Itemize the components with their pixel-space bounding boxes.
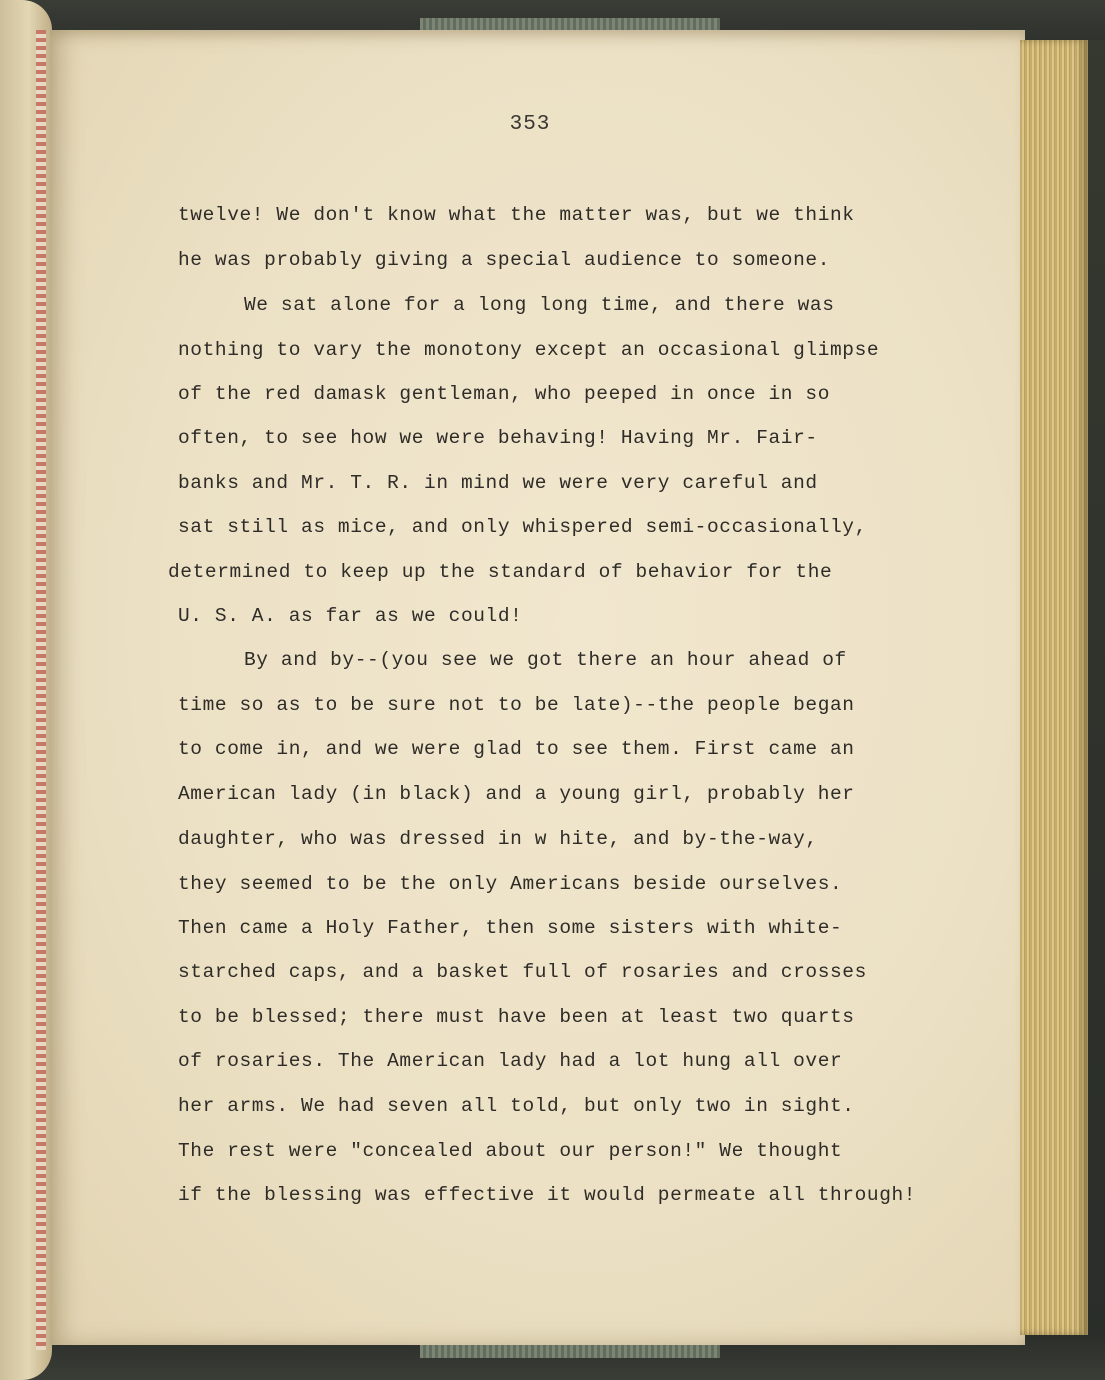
text-line: if the blessing was effective it would permeate all through! [178, 1184, 917, 1206]
text-line: banks and Mr. T. R. in mind we were very careful and [178, 472, 818, 494]
text-line: to be blessed; there must have been at least two quarts [178, 1006, 855, 1028]
text-line: daughter, who was dressed in w hite, and by-the-way, [178, 828, 818, 850]
text-line: U. S. A. as far as we could! [178, 605, 523, 627]
text-line: American lady (in black) and a young girl, probably her [178, 783, 855, 805]
text-line: We sat alone for a long long time, and there was [244, 294, 835, 316]
text-line: to come in, and we were glad to see them. First came an [178, 738, 855, 760]
text-line: of rosaries. The American lady had a lot hung all over [178, 1050, 843, 1072]
text-line: By and by--(you see we got there an hour ahead of [244, 649, 847, 671]
text-line: The rest were "concealed about our person!" We thought [178, 1140, 843, 1162]
text-line: twelve! We don't know what the matter was, but we think [178, 204, 855, 226]
text-line: often, to see how we were behaving! Having Mr. Fair- [178, 427, 818, 449]
text-line: nothing to vary the monotony except an occasional glimpse [178, 339, 880, 361]
text-line: of the red damask gentleman, who peeped in once in so [178, 383, 831, 405]
text-line: time so as to be sure not to be late)--the people began [178, 694, 855, 716]
text-line: sat still as mice, and only whispered semi-occasionally, [178, 516, 867, 538]
page-number: 353 [509, 113, 551, 136]
text-line: her arms. We had seven all told, but only two in sight. [178, 1095, 855, 1117]
text-line: starched caps, and a basket full of rosaries and crosses [178, 961, 867, 983]
text-line: they seemed to be the only Americans beside ourselves. [178, 873, 843, 895]
text-line: Then came a Holy Father, then some sisters with white- [178, 917, 843, 939]
text-line: determined to keep up the standard of behavior for the [168, 561, 833, 583]
text-line: he was probably giving a special audience to someone. [178, 249, 831, 271]
